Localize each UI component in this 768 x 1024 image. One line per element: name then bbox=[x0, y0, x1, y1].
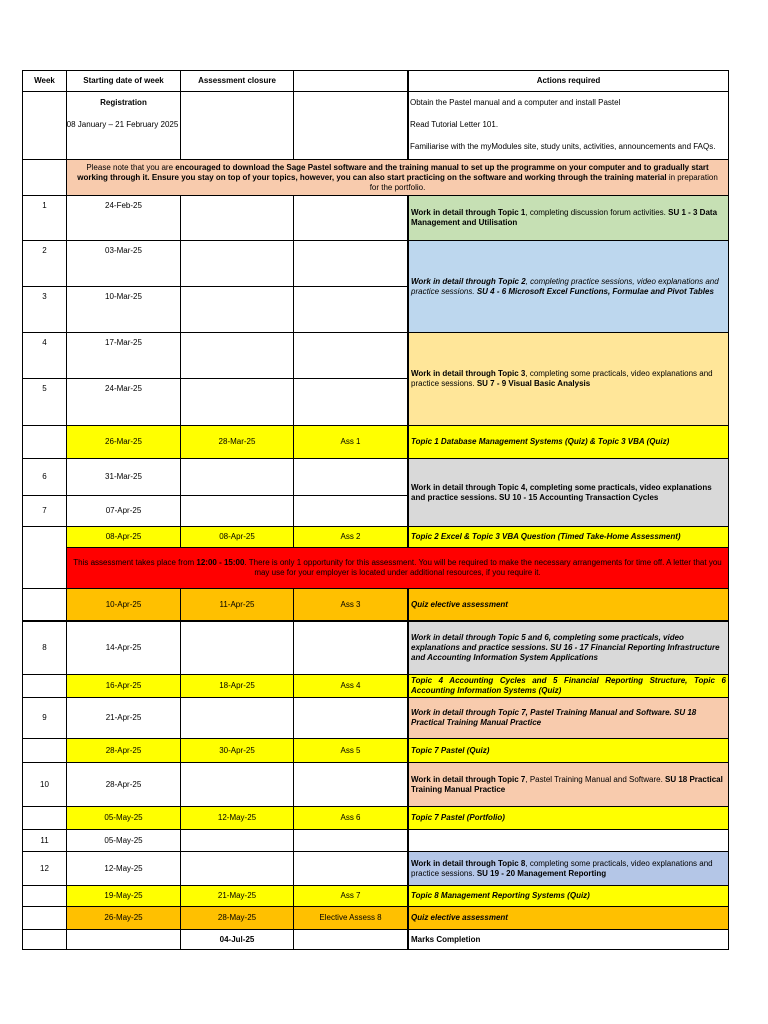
week-12-number: 12 bbox=[22, 851, 67, 886]
ass-1-action: Topic 1 Database Management Systems (Quiz) & Topic 3 VBA (Quiz) bbox=[407, 425, 729, 459]
topic-8-lead: Work in detail through Topic 8 bbox=[411, 858, 526, 868]
registration-action-2: Read Tutorial Letter 101. bbox=[410, 120, 499, 129]
registration-action-3: Familiarise with the myModules site, study units, activities, announcements and FAQs. bbox=[410, 142, 716, 151]
marks-completion-action: Marks Completion bbox=[407, 929, 729, 950]
ass-1-start: 26-Mar-25 bbox=[66, 425, 181, 459]
registration-week-cell bbox=[22, 91, 67, 160]
week-9-number: 9 bbox=[22, 697, 67, 739]
ass-6-closure: 12-May-25 bbox=[180, 806, 294, 830]
topic-2-text: , completing practice sessions, video explanations and practice sessions. bbox=[411, 276, 719, 296]
week-5-extra bbox=[293, 378, 408, 426]
warning-part-1: This assessment takes place from bbox=[73, 558, 197, 567]
week-11-number: 11 bbox=[22, 829, 67, 852]
header-week: Week bbox=[22, 70, 67, 92]
week-8-closure bbox=[180, 620, 294, 675]
marks-start bbox=[66, 929, 181, 950]
week-1-extra bbox=[293, 195, 408, 241]
week-11-closure bbox=[180, 829, 294, 852]
ass-8-name: Elective Assess 8 bbox=[293, 906, 408, 930]
ass-6-week bbox=[22, 806, 67, 830]
topic-3-text: , completing some practicals, video explanations and practice sessions. bbox=[411, 369, 713, 388]
ass-6-name: Ass 6 bbox=[293, 806, 408, 830]
ass-6-action: Topic 7 Pastel (Portfolio) bbox=[407, 806, 729, 830]
ass-7-closure: 21-May-25 bbox=[180, 885, 294, 907]
topic-3-su: SU 7 - 9 Visual Basic Analysis bbox=[476, 379, 591, 388]
ass-3-start: 10-Apr-25 bbox=[66, 588, 181, 621]
ass-6-start: 05-May-25 bbox=[66, 806, 181, 830]
ass-7-week bbox=[22, 885, 67, 907]
topic-3-lead: Work in detail through Topic 3 bbox=[411, 369, 526, 378]
header-actions: Actions required bbox=[407, 70, 729, 92]
week-8-number: 8 bbox=[22, 620, 67, 675]
topic-2-su: SU 4 - 6 Microsoft Excel Functions, Formulae and Pivot Tables bbox=[476, 286, 714, 296]
week-2-date: 03-Mar-25 bbox=[66, 240, 181, 287]
ass-5-start: 28-Apr-25 bbox=[66, 738, 181, 763]
topic-4-action: Work in detail through Topic 4, completing some practicals, video explanations and practice sessions. SU 10 - 15 Accounting Transaction Cycles bbox=[407, 458, 729, 527]
ass-3-action: Quiz elective assessment bbox=[407, 588, 729, 621]
header-start-date: Starting date of week bbox=[66, 70, 181, 92]
ass-3-closure: 11-Apr-25 bbox=[180, 588, 294, 621]
ass-7-start: 19-May-25 bbox=[66, 885, 181, 907]
topic-7-su: SU 18 Practical Training Manual Practice bbox=[411, 774, 723, 794]
topic-7-text: , Pastel Training Manual and Software. bbox=[525, 774, 666, 784]
week-11-action bbox=[407, 829, 729, 852]
registration-title: Registration bbox=[100, 98, 147, 107]
registration-closure bbox=[180, 91, 294, 160]
week-1-date: 24-Feb-25 bbox=[66, 195, 181, 241]
ass-5-closure: 30-Apr-25 bbox=[180, 738, 294, 763]
warning-time: 12:00 - 15:00 bbox=[196, 558, 245, 567]
marks-completion-date: 04-Jul-25 bbox=[180, 929, 294, 950]
week-12-date: 12-May-25 bbox=[66, 851, 181, 886]
week-7-closure bbox=[180, 495, 294, 527]
ass-2-name: Ass 2 bbox=[293, 526, 408, 548]
encouragement-note bbox=[66, 159, 729, 196]
marks-extra bbox=[293, 929, 408, 950]
ass-2-closure: 08-Apr-25 bbox=[180, 526, 294, 548]
week-2-extra bbox=[293, 240, 408, 287]
topic-3-action bbox=[407, 332, 729, 426]
topic-8-action bbox=[407, 851, 729, 886]
ass-4-name: Ass 4 bbox=[293, 674, 408, 698]
week-9-date: 21-Apr-25 bbox=[66, 697, 181, 739]
week-5-number: 5 bbox=[22, 378, 67, 426]
topic-1-text: , completing discussion forum activities. bbox=[525, 208, 669, 217]
week-8-date: 14-Apr-25 bbox=[66, 620, 181, 675]
week-7-extra bbox=[293, 495, 408, 527]
week-2-number: 2 bbox=[22, 240, 67, 287]
week-3-date: 10-Mar-25 bbox=[66, 286, 181, 333]
header-extra bbox=[293, 70, 408, 92]
topic-1-action bbox=[407, 195, 729, 241]
registration-cell bbox=[66, 91, 181, 160]
registration-action-1: Obtain the Pastel manual and a computer and install Pastel bbox=[410, 98, 621, 107]
ass-8-action: Quiz elective assessment bbox=[407, 906, 729, 930]
week-12-closure bbox=[180, 851, 294, 886]
week-8-extra bbox=[293, 620, 408, 675]
week-4-extra bbox=[293, 332, 408, 379]
ass-8-start: 26-May-25 bbox=[66, 906, 181, 930]
marks-week bbox=[22, 929, 67, 950]
week-9-extra bbox=[293, 697, 408, 739]
note-week-cell bbox=[22, 159, 67, 196]
ass-4-action: Topic 4 Accounting Cycles and 5 Financial Reporting Structure, Topic 6 Accounting Information Systems (Quiz) bbox=[407, 674, 729, 698]
ass-2-start: 08-Apr-25 bbox=[66, 526, 181, 548]
week-10-extra bbox=[293, 762, 408, 807]
topic-2-action bbox=[407, 240, 729, 333]
week-3-closure bbox=[180, 286, 294, 333]
week-7-date: 07-Apr-25 bbox=[66, 495, 181, 527]
ass-1-name: Ass 1 bbox=[293, 425, 408, 459]
ass-4-closure: 18-Apr-25 bbox=[180, 674, 294, 698]
ass-8-week bbox=[22, 906, 67, 930]
registration-actions bbox=[407, 91, 729, 160]
week-4-closure bbox=[180, 332, 294, 379]
timed-assessment-warning bbox=[66, 547, 729, 589]
warning-part-2: . There is only 1 opportunity for this assessment. You will be required to make the necessary arrangements for time off. A letter that you may use for your employer is located under additional resources, if you require it. bbox=[244, 558, 722, 577]
topic-1-su: SU 1 - 3 Data Management and Utilisation bbox=[411, 208, 718, 227]
note-after: in preparation for the portfolio. bbox=[369, 172, 718, 192]
ass-4-week bbox=[22, 674, 67, 698]
note-bold: encouraged to download the Sage Pastel software and the training manual to set up the programme on your computer and to gradually start working through it. Ensure you stay on top of your topics, however, you can also start practicing on the software and working through the training material bbox=[77, 162, 709, 182]
registration-dates: 08 January – 21 February 2025 bbox=[66, 120, 179, 129]
week-5-closure bbox=[180, 378, 294, 426]
week-9-closure bbox=[180, 697, 294, 739]
week-6-extra bbox=[293, 458, 408, 496]
week-10-number: 10 bbox=[22, 762, 67, 807]
week-10-date: 28-Apr-25 bbox=[66, 762, 181, 807]
week-12-extra bbox=[293, 851, 408, 886]
week-10-closure bbox=[180, 762, 294, 807]
week-7-number: 7 bbox=[22, 495, 67, 527]
ass-2-action: Topic 2 Excel & Topic 3 VBA Question (Timed Take-Home Assessment) bbox=[407, 526, 729, 548]
week-1-number: 1 bbox=[22, 195, 67, 241]
ass-7-action: Topic 8 Management Reporting Systems (Quiz) bbox=[407, 885, 729, 907]
ass-8-closure: 28-May-25 bbox=[180, 906, 294, 930]
ass-1-week bbox=[22, 425, 67, 459]
topic-8-text: , completing some practicals, video explanations and practice sessions. bbox=[411, 858, 713, 878]
ass-7-name: Ass 7 bbox=[293, 885, 408, 907]
header-assessment-closure: Assessment closure bbox=[180, 70, 294, 92]
week-6-closure bbox=[180, 458, 294, 496]
topic-8-su: SU 19 - 20 Management Reporting bbox=[476, 868, 607, 878]
ass-3-week bbox=[22, 588, 67, 621]
week-1-closure bbox=[180, 195, 294, 241]
week-11-extra bbox=[293, 829, 408, 852]
note-before: Please note that you are bbox=[86, 162, 176, 172]
week-5-date: 24-Mar-25 bbox=[66, 378, 181, 426]
week-3-number: 3 bbox=[22, 286, 67, 333]
week-2-closure bbox=[180, 240, 294, 287]
topic-7-action-a: Work in detail through Topic 7, Pastel Training Manual and Software. SU 18 Practical Training Manual Practice bbox=[407, 697, 729, 739]
ass-5-name: Ass 5 bbox=[293, 738, 408, 763]
ass-5-action: Topic 7 Pastel (Quiz) bbox=[407, 738, 729, 763]
week-6-number: 6 bbox=[22, 458, 67, 496]
week-3-extra bbox=[293, 286, 408, 333]
topic-5-6-action: Work in detail through Topic 5 and 6, completing some practicals, video explanations and practice sessions. SU 16 - 17 Financial Reporting Infrastructure and Accounting Information System Applications bbox=[407, 620, 729, 675]
week-4-date: 17-Mar-25 bbox=[66, 332, 181, 379]
ass-5-week bbox=[22, 738, 67, 763]
registration-extra bbox=[293, 91, 408, 160]
week-4-number: 4 bbox=[22, 332, 67, 379]
ass-4-start: 16-Apr-25 bbox=[66, 674, 181, 698]
week-6-date: 31-Mar-25 bbox=[66, 458, 181, 496]
ass-2-week bbox=[22, 526, 67, 589]
topic-7-lead: Work in detail through Topic 7 bbox=[411, 774, 526, 784]
ass-1-closure: 28-Mar-25 bbox=[180, 425, 294, 459]
ass-3-name: Ass 3 bbox=[293, 588, 408, 621]
topic-7-action-b bbox=[407, 762, 729, 807]
topic-2-lead: Work in detail through Topic 2 bbox=[411, 276, 526, 286]
topic-1-lead: Work in detail through Topic 1 bbox=[411, 208, 526, 217]
week-11-date: 05-May-25 bbox=[66, 829, 181, 852]
